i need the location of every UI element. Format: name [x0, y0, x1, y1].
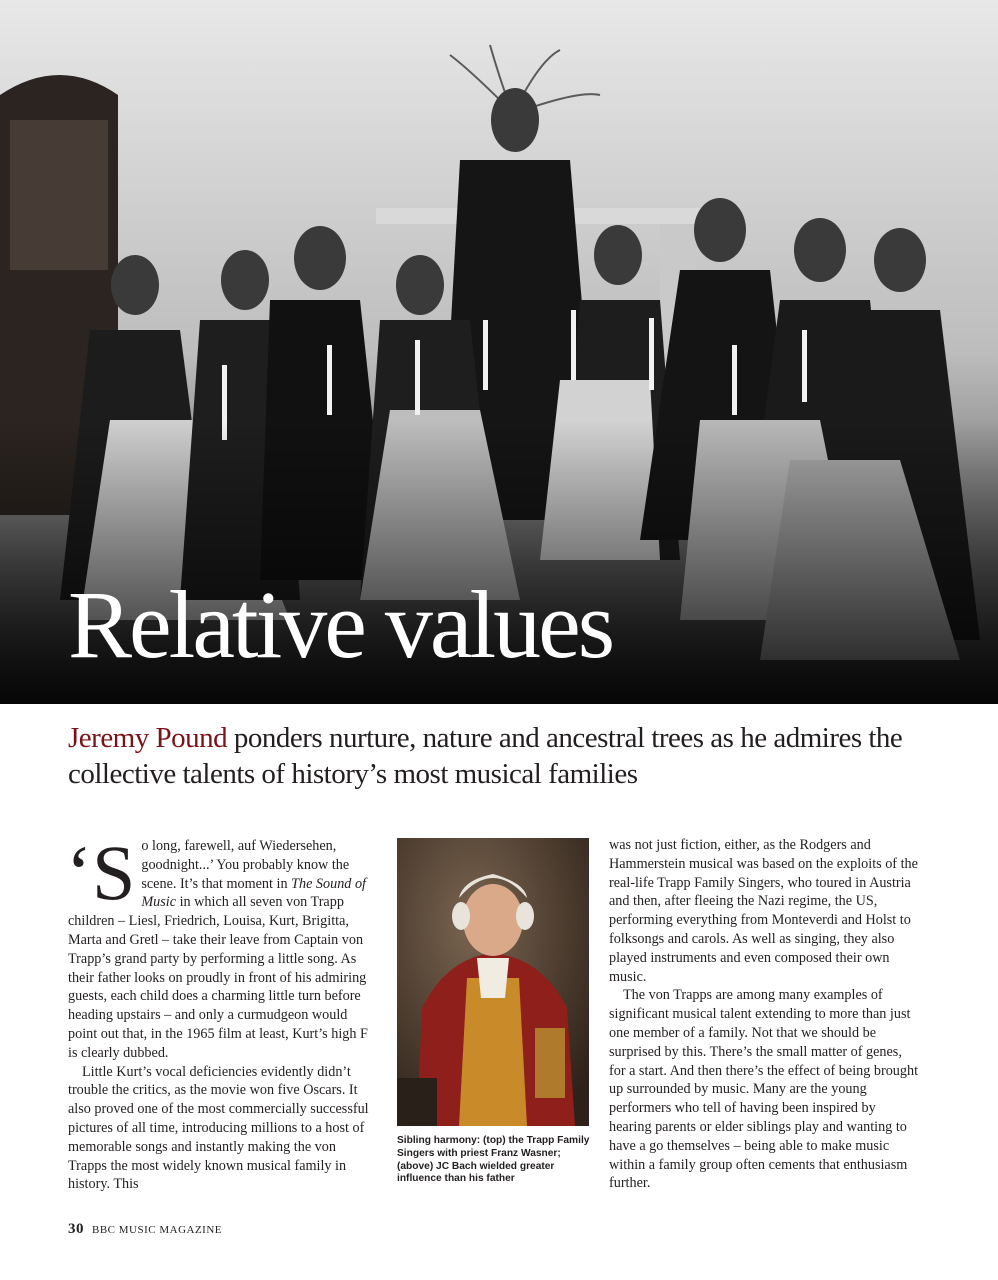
- magazine-name: BBC MUSIC MAGAZINE: [92, 1224, 223, 1236]
- standfirst-text: ponders nurture, nature and ancestral trees as he admires the collective talents of history’s most musical families: [68, 722, 903, 790]
- portrait-illustration: [397, 838, 589, 1126]
- body-column-1: [66, 829, 374, 1194]
- folio: [68, 1221, 222, 1238]
- jc-bach-portrait: [397, 838, 589, 1126]
- body-paragraph: The von Trapps are among many examples of significant musical talent extending to more than just one member of a family. Not that we should be surprised by this. There’s the small matter of genes, for a start. And then there’s the effect of being brought up surrounded by music. Many are the young performers who tell of having been inspired by hearing parents or elder siblings play and wanting to have a go themselves – being able to make music within a family group often cements that enthusiasm further.: [609, 987, 919, 1192]
- drop-cap: ‘S: [66, 829, 136, 916]
- body-paragraph: was not just fiction, either, as the Rodgers and Hammerstein musical was based on the exploits of the real-life Trapp Family Singers, who toured in Austria and then, after fleeing the Nazi regime, the US, performing everything from Monteverdi and Holst to folksongs and carols. As well as singing, they also played instruments and even composed their own music.: [609, 837, 918, 985]
- film-title: The Sound of Music: [141, 875, 366, 911]
- body-paragraph: ‘So long, farewell, auf Wiedersehen, goodnight...’ You probably know the scene. It’s that moment in The Sound of Music in which all seven von Trapp children – Liesl, Friedrich, Louisa, Kurt, Brigitta, Marta and Gretl – take their leave from Captain von Trapp’s grand party by performing a little song. As their father looks on proudly in front of his admiring guests, each child does a charming little turn before heading upstairs – and only a curmudgeon would point out that, in the 1965 film at least, Kurt’s high F is clearly dubbed.: [66, 829, 368, 1061]
- body-paragraph: Little Kurt’s vocal deficiencies evidently didn’t trouble the critics, as the movie won five Oscars. It also proved one of the most commercially successful pictures of all time, introducing millions to a host of memorable songs and instantly making the von Trapps the most widely known musical family in history. This: [68, 1063, 369, 1193]
- body-column-3: [609, 836, 921, 1193]
- page-number: 30: [68, 1221, 84, 1237]
- author-name: Jeremy Pound: [68, 722, 228, 754]
- standfirst: [68, 720, 948, 792]
- article-title: Relative values: [68, 571, 613, 678]
- photo-caption: Sibling harmony: (top) the Trapp Family Singers with priest Franz Wasner; (above) JC Bach wielded greater influence than his father: [397, 1135, 590, 1185]
